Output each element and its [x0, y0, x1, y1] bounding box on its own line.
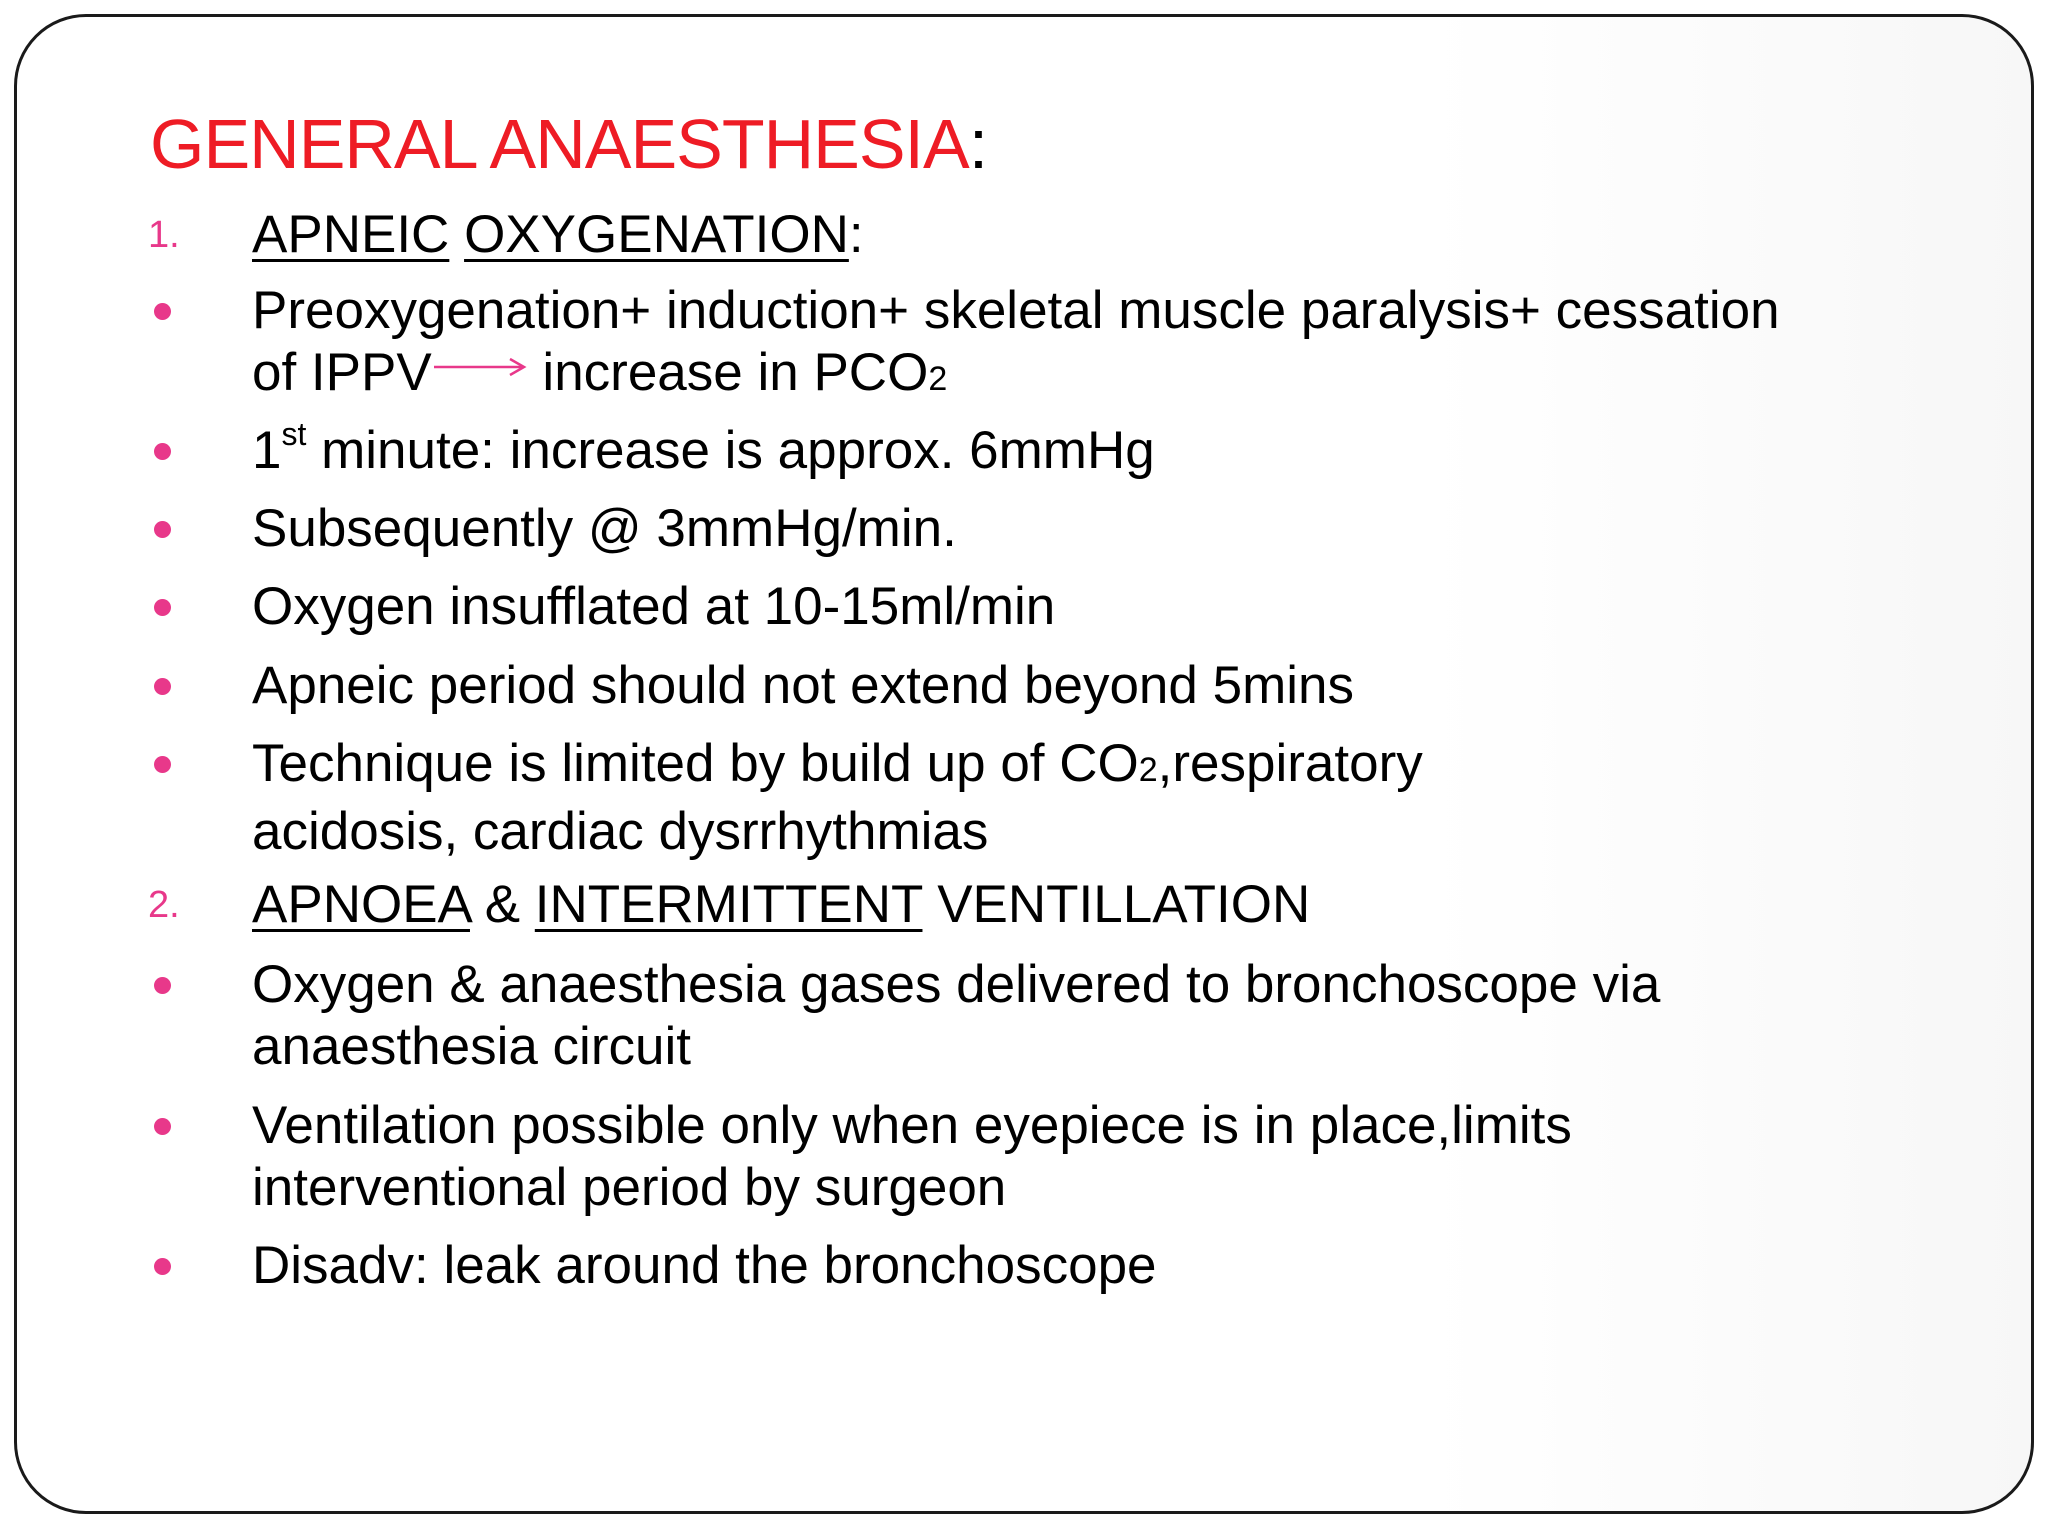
section-heading-text — [252, 204, 1952, 266]
heading-word-oxygenation: OXYGENATION — [464, 205, 849, 264]
title-text: GENERAL ANAESTHESIA — [150, 105, 969, 183]
bullet-dot — [154, 1118, 171, 1135]
bullet-dot — [154, 521, 171, 538]
bullet-dot — [154, 756, 171, 773]
bullet-line: increase in PCO — [527, 343, 929, 402]
bullet-dot — [154, 443, 171, 460]
bullet-line: anaesthesia circuit — [252, 1017, 691, 1076]
bullet-line: acidosis, cardiac dysrrhythmias — [252, 802, 989, 861]
bullet-number: 1 — [252, 421, 282, 480]
subscript: 2 — [1138, 751, 1158, 789]
section-number-2: 2. — [148, 884, 180, 926]
bullet-line: of IPPV — [252, 343, 432, 402]
heading-word-apneic: APNEIC — [252, 205, 450, 264]
bullet-text: Oxygen insufflated at 10-15ml/min — [252, 577, 1056, 636]
slide-title — [150, 104, 987, 184]
heading-word-intermittent: INTERMITTENT — [534, 875, 923, 934]
bullet-text — [252, 1095, 1952, 1219]
bullet-text — [252, 954, 1952, 1078]
bullet-line: Ventilation possible only when eyepiece is in place,limits — [252, 1096, 1572, 1155]
section-heading-text — [252, 874, 1952, 936]
bullet-text: Apneic period should not extend beyond 5mins — [252, 656, 1354, 715]
bullet-line: Oxygen & anaesthesia gases delivered to bronchoscope via — [252, 955, 1661, 1014]
bullet-line: Preoxygenation+ induction+ skeletal muscle paralysis+ cessation — [252, 281, 1780, 340]
heading-amp: & — [469, 875, 535, 934]
bullet-text: Disadv: leak around the bronchoscope — [252, 1236, 1157, 1295]
bullet-dot — [154, 599, 171, 616]
section-number-1: 1. — [148, 214, 180, 256]
heading-colon: : — [848, 205, 864, 264]
heading-word-apnoea: APNOEA — [252, 875, 470, 934]
bullet-dot — [154, 977, 171, 994]
right-arrow-icon — [432, 352, 528, 382]
bullet-line: Technique is limited by build up of CO — [252, 734, 1139, 793]
superscript: st — [281, 416, 307, 453]
bullet-text — [252, 733, 1952, 863]
heading-word-ventillation: VENTILLATION — [922, 875, 1311, 934]
bullet-line: ,respiratory — [1157, 734, 1423, 793]
bullet-dot — [154, 678, 171, 695]
bullet-text — [252, 416, 1952, 482]
bullet-dot — [154, 1258, 171, 1275]
bullet-dot — [154, 303, 171, 320]
bullet-line: interventional period by surgeon — [252, 1158, 1007, 1217]
title-colon: : — [968, 105, 988, 183]
bullet-text — [252, 280, 1952, 410]
bullet-line: minute: increase is approx. 6mmHg — [306, 421, 1155, 480]
subscript: 2 — [928, 360, 948, 398]
bullet-text: Subsequently @ 3mmHg/min. — [252, 499, 957, 558]
